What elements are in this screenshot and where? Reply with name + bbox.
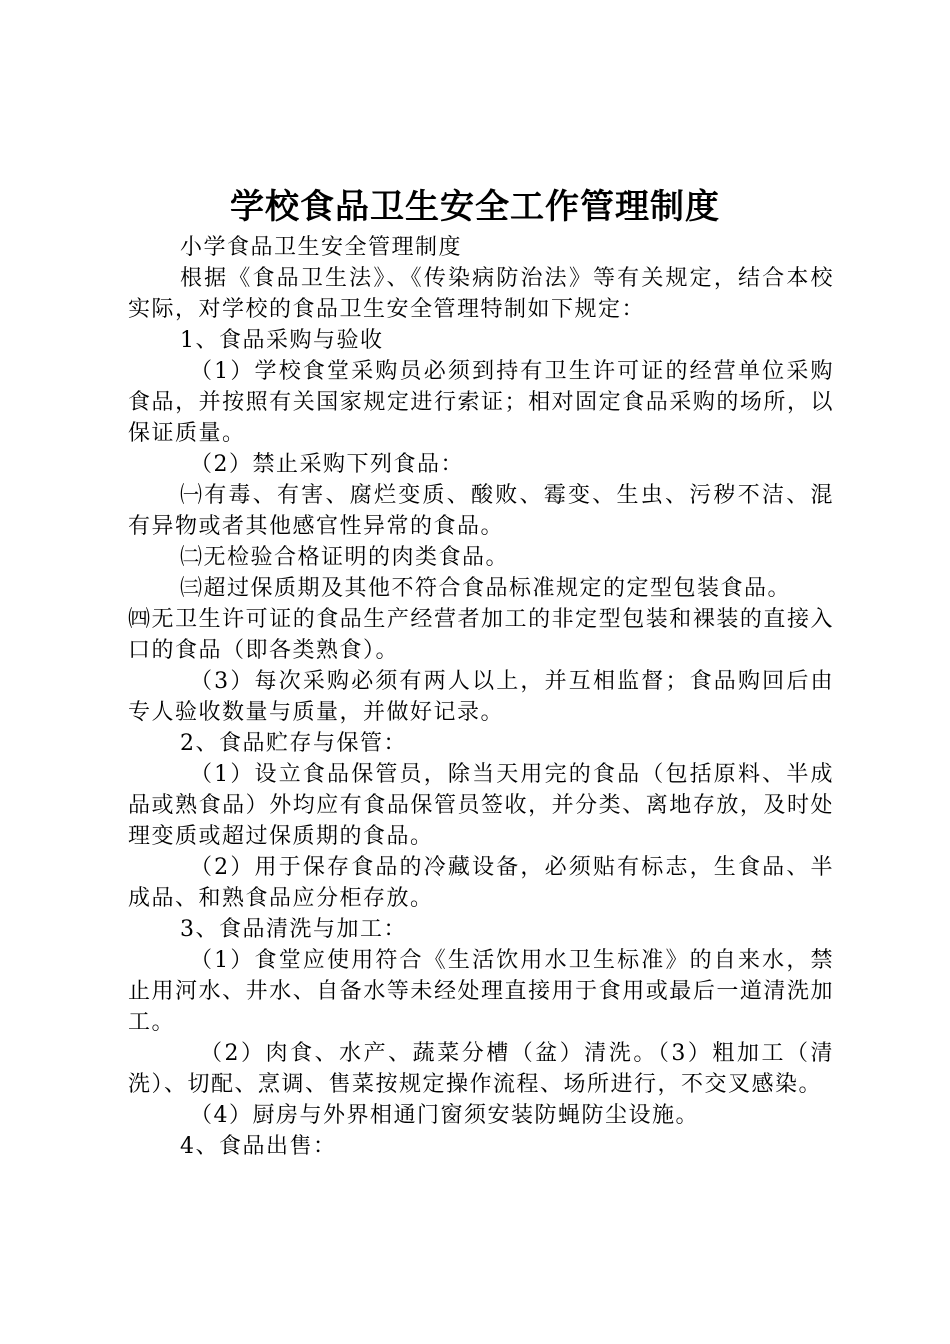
section-heading-sale: 4、食品出售：: [180, 1134, 337, 1159]
processing-clause-2-3: （2）肉食、水产、蔬菜分槽（盆）清洗。（3）粗加工（清洗）、切配、烹调、售菜按规定操作流程、场所进行，不交叉感染。: [128, 1041, 834, 1097]
document-body: [128, 232, 834, 1162]
prohibited-item-4: ㈣无卫生许可证的食品生产经营者加工的非定型包装和裸装的直接入口的食品（即各类熟食）。: [128, 607, 834, 663]
prohibited-item-2: ㈡无检验合格证明的肉类食品。: [180, 545, 510, 570]
storage-clause-2: （2）用于保存食品的冷藏设备，必须贴有标志，生食品、半成品、和熟食品应分柜存放。: [128, 855, 834, 911]
intro-paragraph: 根据《食品卫生法》、《传染病防治法》等有关规定，结合本校实际，对学校的食品卫生安全管理特制如下规定：: [128, 266, 834, 322]
prohibited-item-3: ㈢超过保质期及其他不符合食品标准规定的定型包装食品。: [180, 576, 792, 601]
purchase-clause-2: （2）禁止采购下列食品：: [190, 452, 464, 477]
section-heading-purchase: 1、食品采购与验收: [180, 328, 384, 353]
storage-clause-1: （1）设立食品保管员，除当天用完的食品（包括原料、半成品或熟食品）外均应有食品保管员签收，并分类、离地存放，及时处理变质或超过保质期的食品。: [128, 762, 834, 849]
processing-clause-1: （1）食堂应使用符合《生活饮用水卫生标准》的自来水，禁止用河水、井水、自备水等未经处理直接用于食用或最后一道清洗加工。: [128, 948, 834, 1035]
purchase-clause-3: （3）每次采购必须有两人以上，并互相监督；食品购回后由专人验收数量与质量，并做好记录。: [128, 669, 834, 725]
processing-clause-4: （4）厨房与外界相通门窗须安装防蝇防尘设施。: [190, 1103, 699, 1128]
section-heading-storage: 2、食品贮存与保管：: [180, 731, 407, 756]
prohibited-item-1: ㈠有毒、有害、腐烂变质、酸败、霉变、生虫、污秽不洁、混有异物或者其他感官性异常的食品。: [128, 483, 834, 539]
subtitle-paragraph: 小学食品卫生安全管理制度: [180, 235, 463, 260]
purchase-clause-1: （1）学校食堂采购员必须到持有卫生许可证的经营单位采购食品，并按照有关国家规定进行索证；相对固定食品采购的场所，以保证质量。: [128, 359, 834, 446]
document-title: 学校食品卫生安全工作管理制度: [230, 187, 720, 227]
section-heading-processing: 3、食品清洗与加工：: [180, 917, 407, 942]
